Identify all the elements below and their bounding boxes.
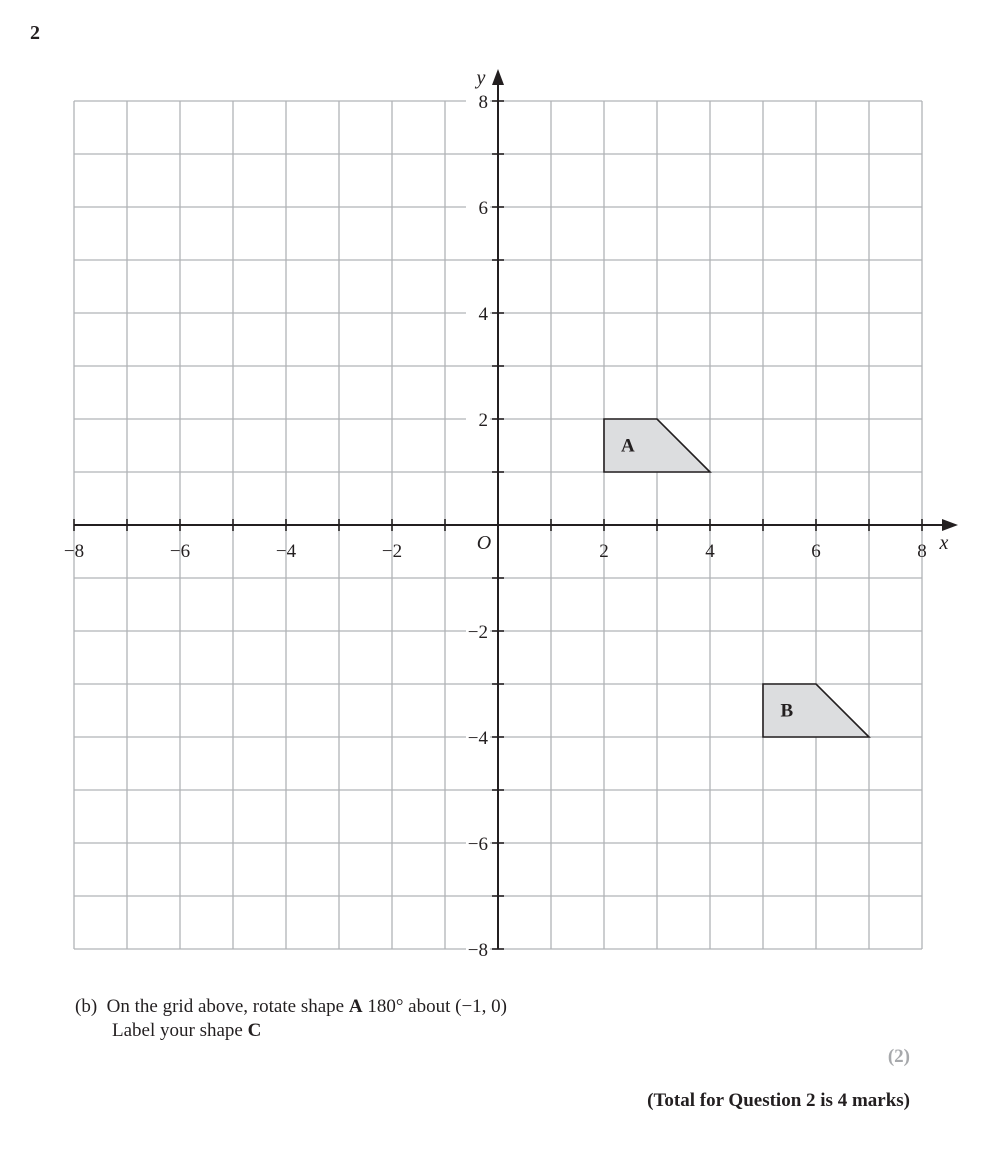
y-tick-label: −4	[467, 728, 488, 749]
y-tick-label: 4	[478, 304, 488, 325]
question-total: (Total for Question 2 is 4 marks)	[647, 1090, 910, 1111]
shape-a	[604, 419, 710, 472]
x-tick-label: −6	[169, 541, 191, 562]
shape-label-b: B	[780, 700, 794, 722]
x-tick-label: 6	[811, 541, 821, 562]
y-tick-label: −8	[467, 940, 488, 961]
part-b-text-2: 180° about (−1, 0)	[367, 996, 507, 1017]
y-tick-label: 6	[478, 198, 488, 219]
part-b-instruction	[75, 995, 507, 1043]
y-tick-label: 2	[478, 410, 488, 431]
x-tick-label: 8	[917, 541, 927, 562]
part-b-text-1: On the grid above, rotate shape	[106, 996, 345, 1017]
part-b-line2-shape: C	[247, 1020, 262, 1041]
x-tick-label: −2	[381, 541, 403, 562]
x-axis-arrow	[942, 519, 958, 531]
part-b-line-1	[75, 995, 507, 1019]
part-b-shape-name: A	[348, 996, 363, 1017]
part-b-line2-text: Label your shape	[112, 1020, 243, 1041]
shape-b	[763, 684, 869, 737]
y-tick-label: −2	[467, 622, 488, 643]
x-tick-label: −4	[275, 541, 297, 562]
shape-label-a: A	[620, 435, 635, 457]
origin-label: O	[476, 532, 492, 554]
y-axis-label: y	[476, 67, 486, 89]
x-axis-label: x	[939, 532, 949, 554]
x-tick-label: 2	[599, 541, 609, 562]
y-tick-label: 8	[478, 92, 488, 113]
question-number: 2	[30, 22, 40, 44]
axes	[74, 69, 958, 949]
x-tick-label: −8	[63, 541, 85, 562]
part-b-line-2	[75, 1019, 507, 1043]
marks-available: (2)	[887, 1046, 910, 1067]
part-b-label: (b)	[75, 996, 98, 1017]
x-tick-label: 4	[705, 541, 715, 562]
y-tick-label: −6	[467, 834, 488, 855]
y-axis-arrow	[492, 69, 504, 85]
